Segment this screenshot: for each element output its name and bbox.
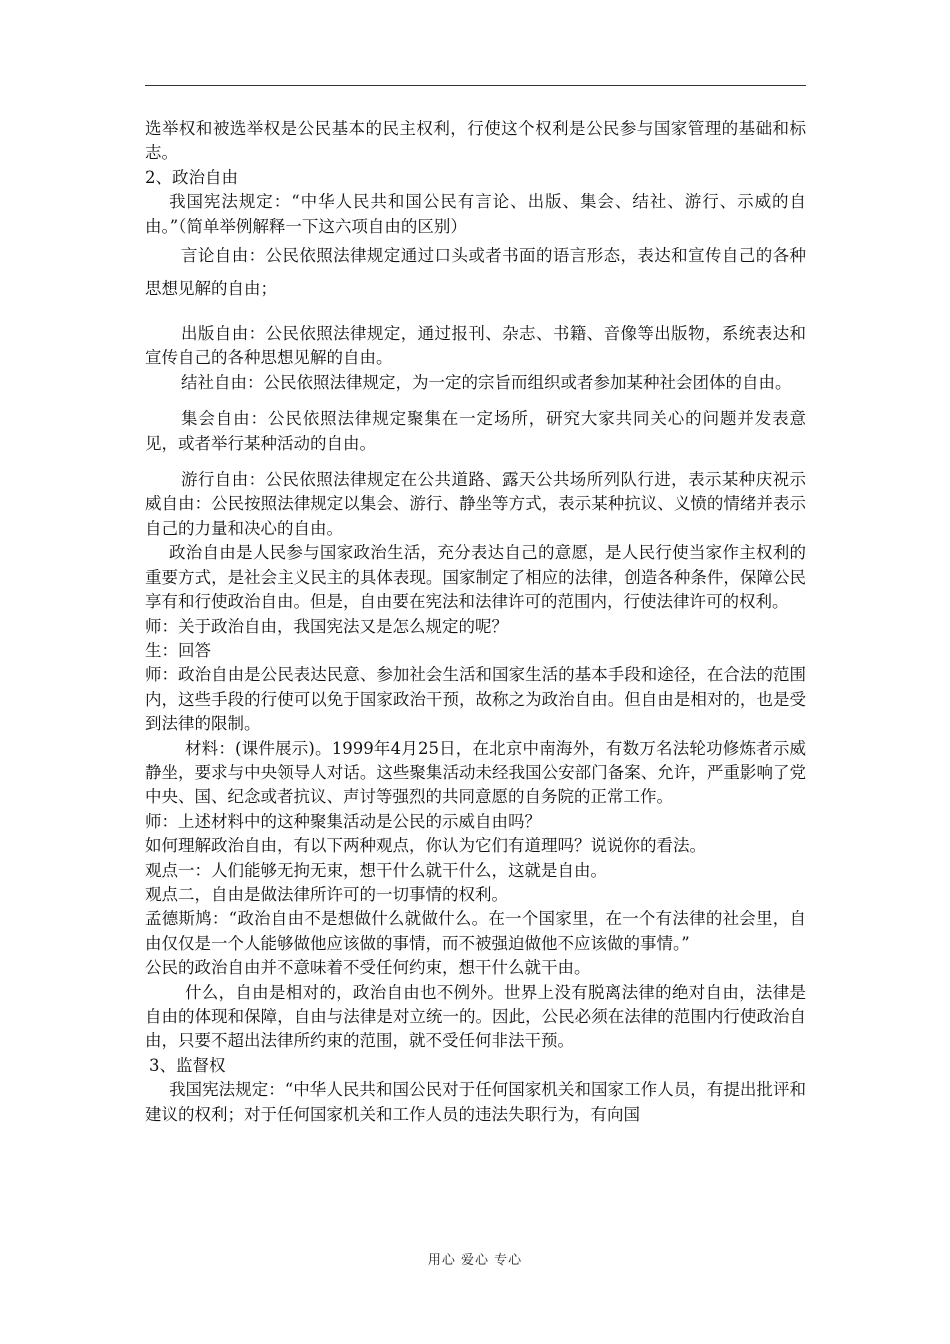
paragraph: 如何理解政治自由，有以下两种观点，你认为它们有道理吗？说说你的看法。 [145, 836, 706, 856]
document-body [145, 117, 806, 1127]
section-heading-supervision: 3、监督权 [149, 1055, 226, 1075]
paragraph-teacher: 师：上述材料中的这种聚集活动是公民的示威自由吗？ [145, 811, 541, 831]
paragraph-viewpoint-two: 观点二，自由是做法律所许可的一切事情的权利。 [145, 884, 508, 904]
paragraph: 公民的政治自由并不意味着不受任何约束，想干什么就干由。 [145, 958, 591, 978]
page-footer: 用心 爱心 专心 [427, 1253, 523, 1268]
paragraph: 政治自由是人民参与国家政治生活，充分表达自己的意愿，是人民行使当家作主权利的重要方式，是社会主义民主的具体表现。国家制定了相应的法律，创造各种条件，保障公民享有和行使政治自由。但是，自由要在宪法和法律许可的范围内，行使法律许可的权利。 [145, 543, 806, 612]
paragraph: 我国宪法规定：“中华人民共和国公民有言论、出版、集会、结社、游行、示威的自由。”（简单举例解释一下这六项自由的区别） [145, 192, 806, 236]
paragraph: 我国宪法规定：“中华人民共和国公民对于任何国家机关和国家工作人员，有提出批评和建议的权利；对于任何国家机关和工作人员的违法失职行为，有向国 [145, 1080, 806, 1124]
paragraph-association-freedom: 结社自由：公民依照法律规定，为一定的宗旨而组织或者参加某种社会团体的自由。 [181, 372, 792, 392]
paragraph-assembly-freedom: 集会自由：公民依照法律规定聚集在一定场所，研究大家共同关心的问题并发表意见，或者举行某种活动的自由。 [145, 409, 806, 453]
paragraph: 选举权和被选举权是公民基本的民主权利，行使这个权利是公民参与国家管理的基础和标志。 [145, 119, 806, 163]
header-rule [145, 85, 806, 86]
paragraph-student: 生：回答 [145, 640, 211, 660]
paragraph-teacher: 师：政治自由是公民表达民意、参加社会生活和国家生活的基本手段和途径，在合法的范围内，这些手段的行使可以免于国家政治干预，故称之为政治自由。但自由是相对的，也是受到法律的限制。 [145, 665, 806, 734]
paragraph-procession-freedom: 游行自由：公民依照法律规定在公共道路、露天公共场所列队行进，表示某种庆祝示威自由：公民按照法律规定以集会、游行、静坐等方式，表示某种抗议、义愤的情绪并表示自己的力量和决心的自由。 [145, 470, 806, 538]
paragraph-teacher: 师：关于政治自由，我国宪法又是怎么规定的呢？ [145, 616, 508, 636]
paragraph-speech-freedom: 言论自由：公民依照法律规定通过口头或者书面的语言形态，表达和宣传自己的各种思想见解的自由； [145, 246, 806, 299]
paragraph-viewpoint-one: 观点一：人们能够无拘无束，想干什么就干什么，这就是自由。 [145, 860, 607, 880]
paragraph-material: 材料：(课件展示)。1999年4月25日，在北京中南海外，有数万名法轮功修炼者示威静坐，要求与中央领导人对话。这些聚集活动未经我国公安部门备案、允许，严重影响了党中央、国、纪念或者抗议、声讨等强烈的共同意愿的自务院的正常工作。 [145, 738, 806, 807]
paragraph-quote: 孟德斯鸠：“政治自由不是想做什么就做什么。在一个国家里，在一个有法律的社会里，自由仅仅是一个人能够做他应该做的事情，而不被强迫做他不应该做的事情。” [145, 909, 806, 953]
paragraph-press-freedom: 出版自由：公民依照法律规定，通过报刊、杂志、书籍、音像等出版物，系统表达和宣传自己的各种思想见解的自由。 [145, 324, 806, 368]
section-heading-political-freedom: 2、政治自由 [145, 167, 238, 187]
paragraph: 什么，自由是相对的，政治自由也不例外。世界上没有脱离法律的绝对自由，法律是自由的体现和保障，自由与法律是对立统一的。因此，公民必须在法律的范围内行使政治自由，只要不超出法律所约束的范围，就不受任何非法干预。 [145, 982, 806, 1051]
